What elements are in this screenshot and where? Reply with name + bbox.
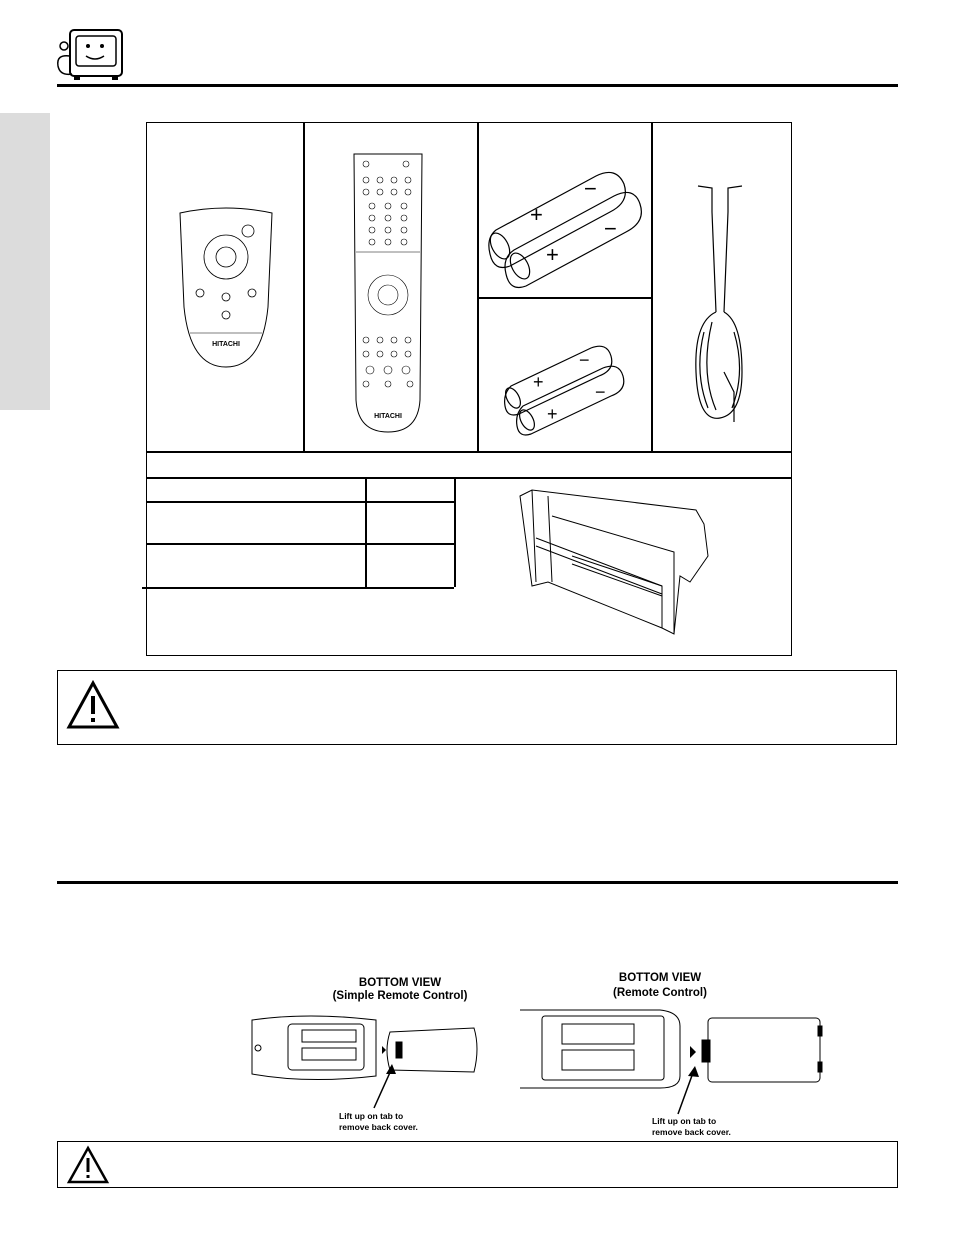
caution-box-bottom bbox=[57, 1141, 898, 1188]
svg-text:+: + bbox=[547, 404, 558, 424]
svg-text:−: − bbox=[595, 382, 606, 402]
warning-triangle-icon bbox=[66, 1145, 110, 1185]
simple-note-line2: remove back cover. bbox=[339, 1122, 418, 1132]
warning-triangle-icon bbox=[66, 680, 120, 730]
header-rule bbox=[57, 84, 898, 87]
full-lift-arrow bbox=[672, 1064, 702, 1116]
full-view-title: BOTTOM VIEW bbox=[618, 972, 702, 984]
caution-box-top bbox=[57, 670, 897, 745]
svg-text:−: − bbox=[604, 216, 617, 241]
simple-view-title: BOTTOM VIEW bbox=[358, 977, 442, 989]
full-note-line2: remove back cover. bbox=[652, 1127, 731, 1137]
antenna-cable-illustration bbox=[690, 182, 750, 432]
stand-illustration bbox=[512, 486, 722, 636]
full-note-line1: Lift up on tab to bbox=[652, 1116, 717, 1126]
svg-text:+: + bbox=[533, 372, 544, 392]
section-rule bbox=[57, 881, 898, 884]
sidebar-tab bbox=[0, 113, 50, 410]
simple-remote-bottom-view bbox=[248, 1014, 488, 1080]
svg-text:−: − bbox=[579, 350, 590, 370]
svg-text:+: + bbox=[530, 202, 543, 227]
simple-view-subtitle: (Simple Remote Control) bbox=[332, 990, 468, 1002]
svg-text:−: − bbox=[584, 176, 597, 201]
simple-remote-brand: HITACHI bbox=[212, 341, 240, 348]
full-remote-brand: HITACHI bbox=[374, 413, 402, 420]
full-remote-illustration bbox=[352, 150, 424, 435]
simple-lift-arrow bbox=[370, 1062, 400, 1110]
tv-mascot-icon bbox=[50, 26, 128, 82]
full-view-subtitle: (Remote Control) bbox=[613, 987, 707, 999]
aaa-batteries-illustration bbox=[503, 340, 633, 440]
aa-batteries-illustration bbox=[486, 160, 646, 290]
svg-text:+: + bbox=[546, 242, 559, 267]
simple-note-line1: Lift up on tab to bbox=[339, 1111, 404, 1121]
